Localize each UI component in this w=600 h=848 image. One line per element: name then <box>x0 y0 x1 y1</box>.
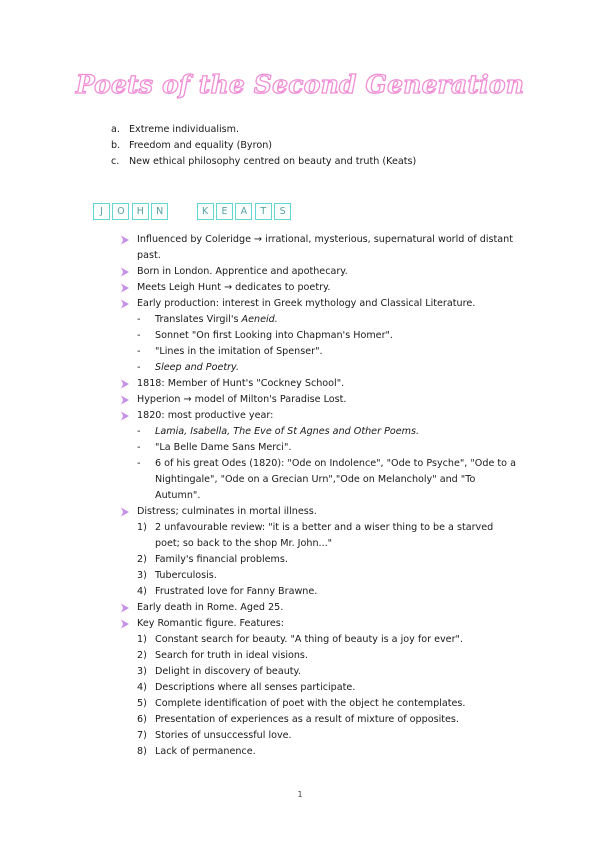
list-item <box>120 264 520 280</box>
list-text: Born in London. Apprentice and apothecary. <box>137 266 348 277</box>
list-item <box>120 280 520 296</box>
list-text: "Lines in the imitation of Spenser". <box>155 346 323 357</box>
dash-marker: - <box>137 458 141 469</box>
arrow-bullet-icon <box>120 504 137 517</box>
number-marker: 6) <box>137 714 147 725</box>
list-text: Freedom and equality (Byron) <box>129 139 273 151</box>
number-marker: 3) <box>137 570 147 581</box>
dash-marker: - <box>137 442 141 453</box>
arrow-bullet-icon <box>120 296 137 309</box>
list-text: 1818: Member of Hunt's "Cockney School". <box>137 378 345 389</box>
arrow-right-icon: → <box>224 282 233 293</box>
list-text: Early production: interest in Greek mythology and Classical Literature. <box>137 298 476 309</box>
list-text: New ethical philosophy centred on beauty and truth (Keats) <box>129 155 417 167</box>
dash-marker: - <box>137 346 141 357</box>
list-item <box>111 138 416 154</box>
list-text: 2 unfavourable review: "it is a better and a wiser thing to be a starved poet; so back to the shop Mr. John..." <box>155 522 494 549</box>
list-text: 6 of his great Odes (1820): "Ode on Indolence", "Ode to Psyche", "Ode to a Nightingale", "Ode on a Grecian Urn","Ode on Melancholy" and "To Autumn". <box>155 458 516 501</box>
list-item <box>111 154 416 170</box>
list-text: 1820: most productive year: <box>137 410 274 421</box>
list-item <box>120 504 520 520</box>
arrow-bullet-icon <box>120 616 137 629</box>
sub-list-item <box>120 312 520 328</box>
list-text: Delight in discovery of beauty. <box>155 666 301 677</box>
sub-list-item <box>120 424 520 440</box>
list-text: Presentation of experiences as a result of mixture of opposites. <box>155 714 459 725</box>
dash-marker: - <box>137 362 141 373</box>
list-text: Translates Virgil's <box>155 314 239 325</box>
sub-list-item <box>120 552 520 568</box>
sub-list-item <box>120 584 520 600</box>
letter-box: T <box>255 203 272 220</box>
sub-list-item <box>120 568 520 584</box>
number-marker: 2) <box>137 554 147 565</box>
arrow-bullet-icon <box>120 280 137 293</box>
list-text: Hyperion <box>137 394 181 405</box>
number-marker: 2) <box>137 650 147 661</box>
letter-box: K <box>197 203 214 220</box>
arrow-bullet-icon <box>120 376 137 389</box>
number-marker: 4) <box>137 682 147 693</box>
list-text: Aeneid. <box>241 314 278 325</box>
list-item <box>120 232 520 264</box>
section-heading-john-keats <box>93 203 294 220</box>
list-text: Sleep and Poetry. <box>155 362 240 373</box>
list-text: Lack of permanence. <box>155 746 256 757</box>
list-text: Lamia, Isabella, The Eve of St Agnes and Other Poems. <box>155 426 420 437</box>
list-text: Sonnet "On first Looking into Chapman's Homer". <box>155 330 393 341</box>
list-item <box>120 600 520 616</box>
sub-list-item <box>120 712 520 728</box>
list-text: Meets Leigh Hunt <box>137 282 221 293</box>
list-text: Early death in Rome. Aged 25. <box>137 602 284 613</box>
sub-list-item <box>120 680 520 696</box>
list-text: Extreme individualism. <box>129 124 240 135</box>
list-item <box>120 616 520 632</box>
sub-list-item <box>120 328 520 344</box>
number-marker: 4) <box>137 586 147 597</box>
number-marker: 3) <box>137 666 147 677</box>
letter-box: J <box>93 203 110 220</box>
number-marker: 5) <box>137 698 147 709</box>
list-text: Search for truth in ideal visions. <box>155 650 308 661</box>
sub-list-item <box>120 456 520 504</box>
letter-box: H <box>132 203 149 220</box>
letter-box: S <box>274 203 291 220</box>
list-text: Constant search for beauty. "A thing of beauty is a joy for ever". <box>155 634 463 645</box>
letter-box: O <box>112 203 129 220</box>
page-title: Poets of the Second Generation <box>75 70 525 99</box>
list-marker: a. <box>111 124 120 135</box>
letter-box: N <box>151 203 168 220</box>
list-text: irrational, mysterious, supernatural world of distant past. <box>137 234 513 261</box>
list-item <box>120 296 520 312</box>
list-text: model of Milton's Paradise Lost. <box>194 394 347 405</box>
list-text: Frustrated love for Fanny Brawne. <box>155 586 318 597</box>
arrow-right-icon: → <box>254 234 263 245</box>
sub-list-item <box>120 664 520 680</box>
sub-list-item <box>120 696 520 712</box>
sub-list-item <box>120 520 520 552</box>
list-marker: b. <box>111 139 121 151</box>
list-text: "La Belle Dame Sans Merci". <box>155 442 292 453</box>
arrow-bullet-icon <box>120 264 137 277</box>
list-text: Key Romantic figure. Features: <box>137 618 285 629</box>
number-marker: 7) <box>137 730 147 741</box>
keats-notes <box>120 232 520 760</box>
sub-list-item <box>120 744 520 760</box>
list-text: Tuberculosis. <box>155 570 217 581</box>
list-item <box>120 408 520 424</box>
arrow-bullet-icon <box>120 392 137 405</box>
list-text: dedicates to poetry. <box>235 282 331 293</box>
dash-marker: - <box>137 426 141 437</box>
sub-list-item <box>120 648 520 664</box>
list-item <box>120 392 520 408</box>
list-item <box>120 376 520 392</box>
arrow-right-icon: → <box>183 394 192 405</box>
sub-list-item <box>120 440 520 456</box>
letter-box: A <box>235 203 252 220</box>
sub-list-item <box>120 632 520 648</box>
list-text: Influenced by Coleridge <box>137 234 251 245</box>
list-text: Family's financial problems. <box>155 554 288 565</box>
sub-list-item <box>120 728 520 744</box>
sub-list-item <box>120 360 520 376</box>
list-text: Complete identification of poet with the object he contemplates. <box>155 698 466 709</box>
arrow-bullet-icon <box>120 600 137 613</box>
page-number: 1 <box>297 790 303 799</box>
dash-marker: - <box>137 330 141 341</box>
list-item <box>111 122 416 138</box>
number-marker: 1) <box>137 634 147 645</box>
dash-marker: - <box>137 314 141 325</box>
list-marker: c. <box>111 155 120 167</box>
number-marker: 1) <box>137 522 147 533</box>
list-text: Descriptions where all senses participate. <box>155 682 356 693</box>
arrow-bullet-icon <box>120 232 137 245</box>
letter-box: E <box>216 203 233 220</box>
list-text: Distress; culminates in mortal illness. <box>137 506 317 517</box>
list-text: Stories of unsuccessful love. <box>155 730 292 741</box>
intro-list <box>111 122 416 169</box>
number-marker: 8) <box>137 746 147 757</box>
arrow-bullet-icon <box>120 408 137 421</box>
sub-list-item <box>120 344 520 360</box>
